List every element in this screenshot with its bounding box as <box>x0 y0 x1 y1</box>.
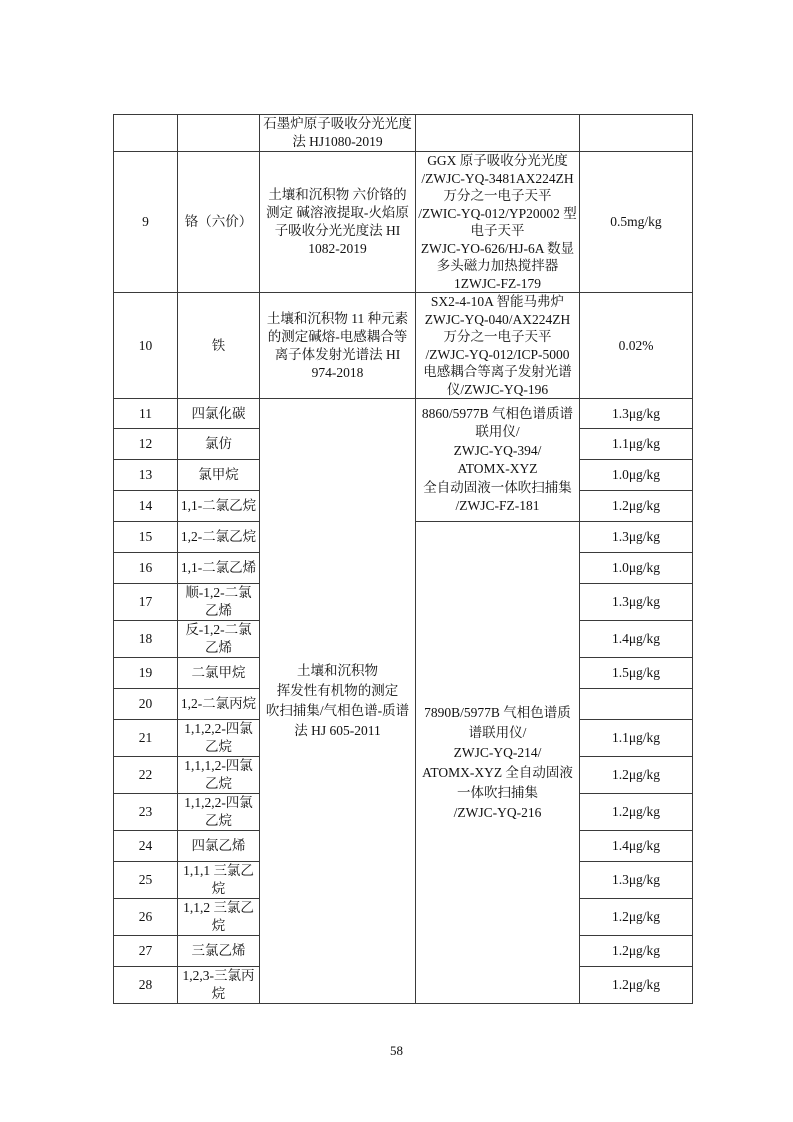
cell-name: 铬（六价） <box>178 152 260 293</box>
cell-no: 27 <box>114 936 178 967</box>
cell-name: 1,2-二氯乙烷 <box>178 522 260 553</box>
cell-limit: 1.3μg/kg <box>580 584 693 621</box>
cell-name: 1,2,3-三氯丙 烷 <box>178 967 260 1004</box>
cell-limit <box>580 115 693 152</box>
cell-instrument: 7890B/5977B 气相色谱质 谱联用仪/ ZWJC-YQ-214/ ATOMX-XYZ 全自动固液 一体吹扫捕集 /ZWJC-YQ-216 <box>416 522 580 1004</box>
cell-limit: 1.4μg/kg <box>580 831 693 862</box>
cell-limit: 1.2μg/kg <box>580 936 693 967</box>
cell-instrument: SX2-4-10A 智能马弗炉 ZWJC-YQ-040/AX224ZH 万分之一电子天平 /ZWJC-YQ-012/ICP-5000 电感耦合等离子发射光谱 仪/ZWJC-YQ-196 <box>416 293 580 399</box>
cell-no: 15 <box>114 522 178 553</box>
cell-name: 铁 <box>178 293 260 399</box>
cell-name: 四氯化碳 <box>178 399 260 429</box>
cell-no: 10 <box>114 293 178 399</box>
cell-name: 1,1-二氯乙烯 <box>178 553 260 584</box>
cell-no: 23 <box>114 794 178 831</box>
cell-no: 13 <box>114 460 178 491</box>
table-row-continuation <box>114 115 693 152</box>
cell-limit: 1.0μg/kg <box>580 460 693 491</box>
cell-no: 24 <box>114 831 178 862</box>
cell-no <box>114 115 178 152</box>
cell-no: 28 <box>114 967 178 1004</box>
cell-limit: 1.3μg/kg <box>580 522 693 553</box>
cell-no: 14 <box>114 491 178 522</box>
cell-name: 1,2-二氯丙烷 <box>178 689 260 720</box>
cell-method: 土壤和沉积物 六价铬的 测定 碱溶液提取-火焰原 子吸收分光光度法 HI 1082-2019 <box>260 152 416 293</box>
cell-limit: 1.3μg/kg <box>580 862 693 899</box>
cell-no: 16 <box>114 553 178 584</box>
cell-instrument: 8860/5977B 气相色谱质谱 联用仪/ ZWJC-YQ-394/ ATOMX-XYZ 全自动固液一体吹扫捕集 /ZWJC-FZ-181 <box>416 399 580 522</box>
cell-no: 19 <box>114 658 178 689</box>
cell-limit: 0.5mg/kg <box>580 152 693 293</box>
cell-limit <box>580 689 693 720</box>
cell-limit: 1.2μg/kg <box>580 757 693 794</box>
cell-name: 反-1,2-二氯 乙烯 <box>178 621 260 658</box>
page-number: 58 <box>390 1043 403 1058</box>
cell-name: 四氯乙烯 <box>178 831 260 862</box>
table-row <box>114 152 693 293</box>
cell-name: 三氯乙烯 <box>178 936 260 967</box>
cell-limit: 1.4μg/kg <box>580 621 693 658</box>
cell-no: 21 <box>114 720 178 757</box>
cell-instrument <box>416 115 580 152</box>
cell-no: 26 <box>114 899 178 936</box>
cell-method: 土壤和沉积物 挥发性有机物的测定 吹扫捕集/气相色谱-质谱 法 HJ 605-2011 <box>260 399 416 1004</box>
cell-no: 11 <box>114 399 178 429</box>
cell-no: 18 <box>114 621 178 658</box>
cell-no: 25 <box>114 862 178 899</box>
table-row <box>114 293 693 399</box>
cell-method: 石墨炉原子吸收分光光度 法 HJ1080-2019 <box>260 115 416 152</box>
cell-limit: 1.0μg/kg <box>580 553 693 584</box>
cell-limit: 1.3μg/kg <box>580 399 693 429</box>
cell-name: 1,1,2 三氯乙 烷 <box>178 899 260 936</box>
cell-no: 17 <box>114 584 178 621</box>
cell-limit: 1.1μg/kg <box>580 429 693 460</box>
cell-instrument: GGX 原子吸收分光光度 /ZWJC-YQ-3481AX224ZH 万分之一电子天平 /ZWIC-YQ-012/YP20002 型 电子天平 ZWJC-YO-626/HJ-6A 数显 多头磁力加热搅拌器 1ZWJC-FZ-179 <box>416 152 580 293</box>
cell-name <box>178 115 260 152</box>
cell-limit: 0.02% <box>580 293 693 399</box>
cell-limit: 1.5μg/kg <box>580 658 693 689</box>
cell-name: 1,1-二氯乙烷 <box>178 491 260 522</box>
cell-limit: 1.2μg/kg <box>580 491 693 522</box>
cell-no: 20 <box>114 689 178 720</box>
cell-name: 氯甲烷 <box>178 460 260 491</box>
cell-name: 氯仿 <box>178 429 260 460</box>
cell-limit: 1.2μg/kg <box>580 899 693 936</box>
cell-name: 1,1,2,2-四氯 乙烷 <box>178 794 260 831</box>
cell-method: 土壤和沉积物 11 种元素 的测定碱熔-电感耦合等 离子体发射光谱法 HI 974-2018 <box>260 293 416 399</box>
detection-methods-table <box>113 114 693 1004</box>
cell-limit: 1.2μg/kg <box>580 794 693 831</box>
cell-no: 9 <box>114 152 178 293</box>
table-row <box>114 399 693 429</box>
cell-no: 12 <box>114 429 178 460</box>
cell-name: 二氯甲烷 <box>178 658 260 689</box>
cell-name: 顺-1,2-二氯 乙烯 <box>178 584 260 621</box>
cell-limit: 1.2μg/kg <box>580 967 693 1004</box>
cell-limit: 1.1μg/kg <box>580 720 693 757</box>
cell-name: 1,1,2,2-四氯 乙烷 <box>178 720 260 757</box>
cell-name: 1,1,1,2-四氯 乙烷 <box>178 757 260 794</box>
cell-name: 1,1,1 三氯乙 烷 <box>178 862 260 899</box>
cell-no: 22 <box>114 757 178 794</box>
